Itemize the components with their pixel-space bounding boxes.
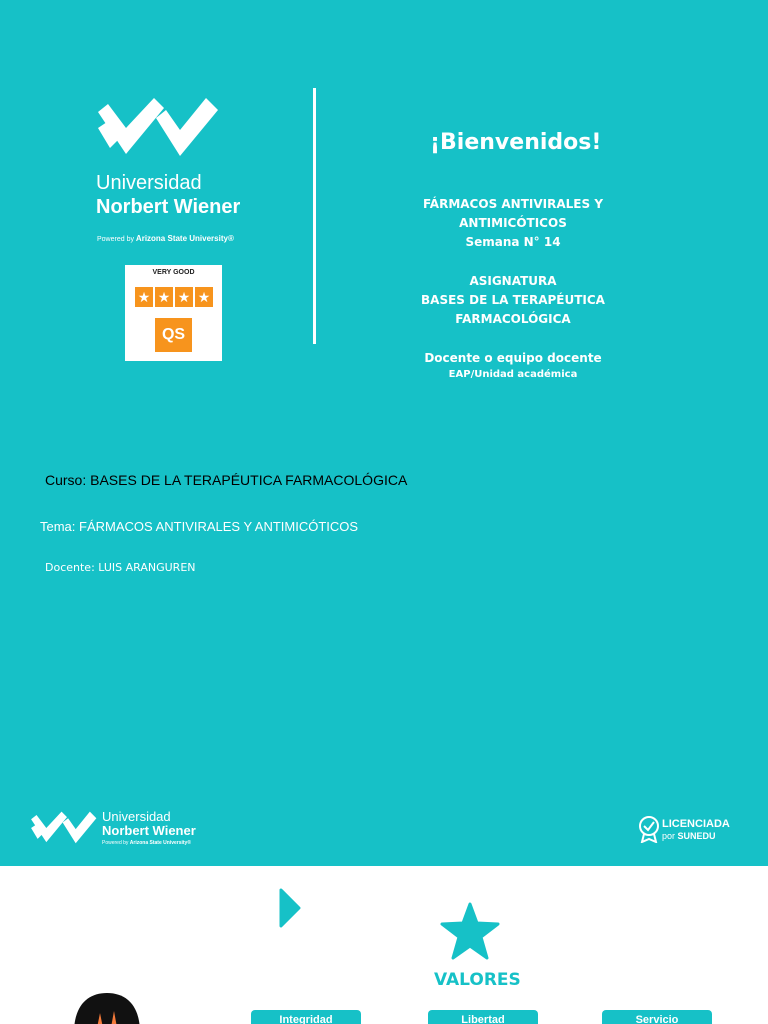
value-button-integridad[interactable]: Integridad [251, 1010, 361, 1024]
theme-text: Tema: FÁRMACOS ANTIVIRALES Y ANTIMICÓTICOS [40, 519, 359, 534]
qs-rating-badge [125, 265, 222, 361]
licensed-by-label: por SUNEDU [662, 831, 716, 841]
subject-line-1: BASES DE LA TERAPÉUTICA [421, 293, 605, 307]
qs-logo: QS [155, 318, 192, 352]
footer-logo-norbert-wiener-label: Norbert Wiener [102, 823, 196, 838]
welcome-heading: ¡Bienvenidos! [430, 130, 602, 155]
values-heading: VALORES [434, 970, 521, 990]
person-avatar [74, 993, 140, 1024]
star-icon: ★ [175, 287, 193, 307]
topic-line-2: ANTIMICÓTICOS [459, 216, 567, 230]
footer-logo-university-label: Universidad [102, 809, 171, 824]
subject-line-2: FARMACOLÓGICA [455, 312, 571, 326]
values-slide [0, 866, 768, 1024]
logo-university-label: Universidad [96, 172, 202, 194]
wiener-logo-icon [96, 96, 221, 160]
subject-label: ASIGNATURA [469, 274, 557, 288]
academic-unit-label: EAP/Unidad académica [448, 369, 578, 380]
seal-icon [638, 815, 660, 843]
topic-line-1: FÁRMACOS ANTIVIRALES Y [422, 197, 604, 211]
wiener-logo-icon [30, 810, 98, 846]
star-icon: ★ [195, 287, 213, 307]
star-icon: ★ [155, 287, 173, 307]
week-label: Semana N° 14 [465, 235, 561, 249]
qs-stars [135, 287, 213, 307]
value-button-libertad[interactable]: Libertad [428, 1010, 538, 1024]
footer-powered-by-label: Powered by Arizona State University® [102, 840, 191, 846]
vertical-divider [313, 88, 316, 344]
star-icon [440, 902, 500, 960]
footer-university-logo [30, 810, 220, 850]
teacher-team-label: Docente o equipo docente [424, 351, 602, 365]
sunedu-license-badge [638, 815, 748, 845]
star-icon: ★ [135, 287, 153, 307]
powered-by-label: Powered by Arizona State University® [97, 234, 234, 243]
arrow-right-icon [279, 888, 303, 928]
teacher-text: Docente: LUIS ARANGUREN [45, 561, 196, 574]
licensed-label: LICENCIADA [662, 818, 730, 830]
course-text: Curso: BASES DE LA TERAPÉUTICA FARMACOLÓGICA [45, 472, 408, 488]
value-button-servicio[interactable]: Servicio [602, 1010, 712, 1024]
qs-rating-label: VERY GOOD [152, 269, 195, 276]
logo-norbert-wiener-label: Norbert Wiener [96, 196, 241, 218]
